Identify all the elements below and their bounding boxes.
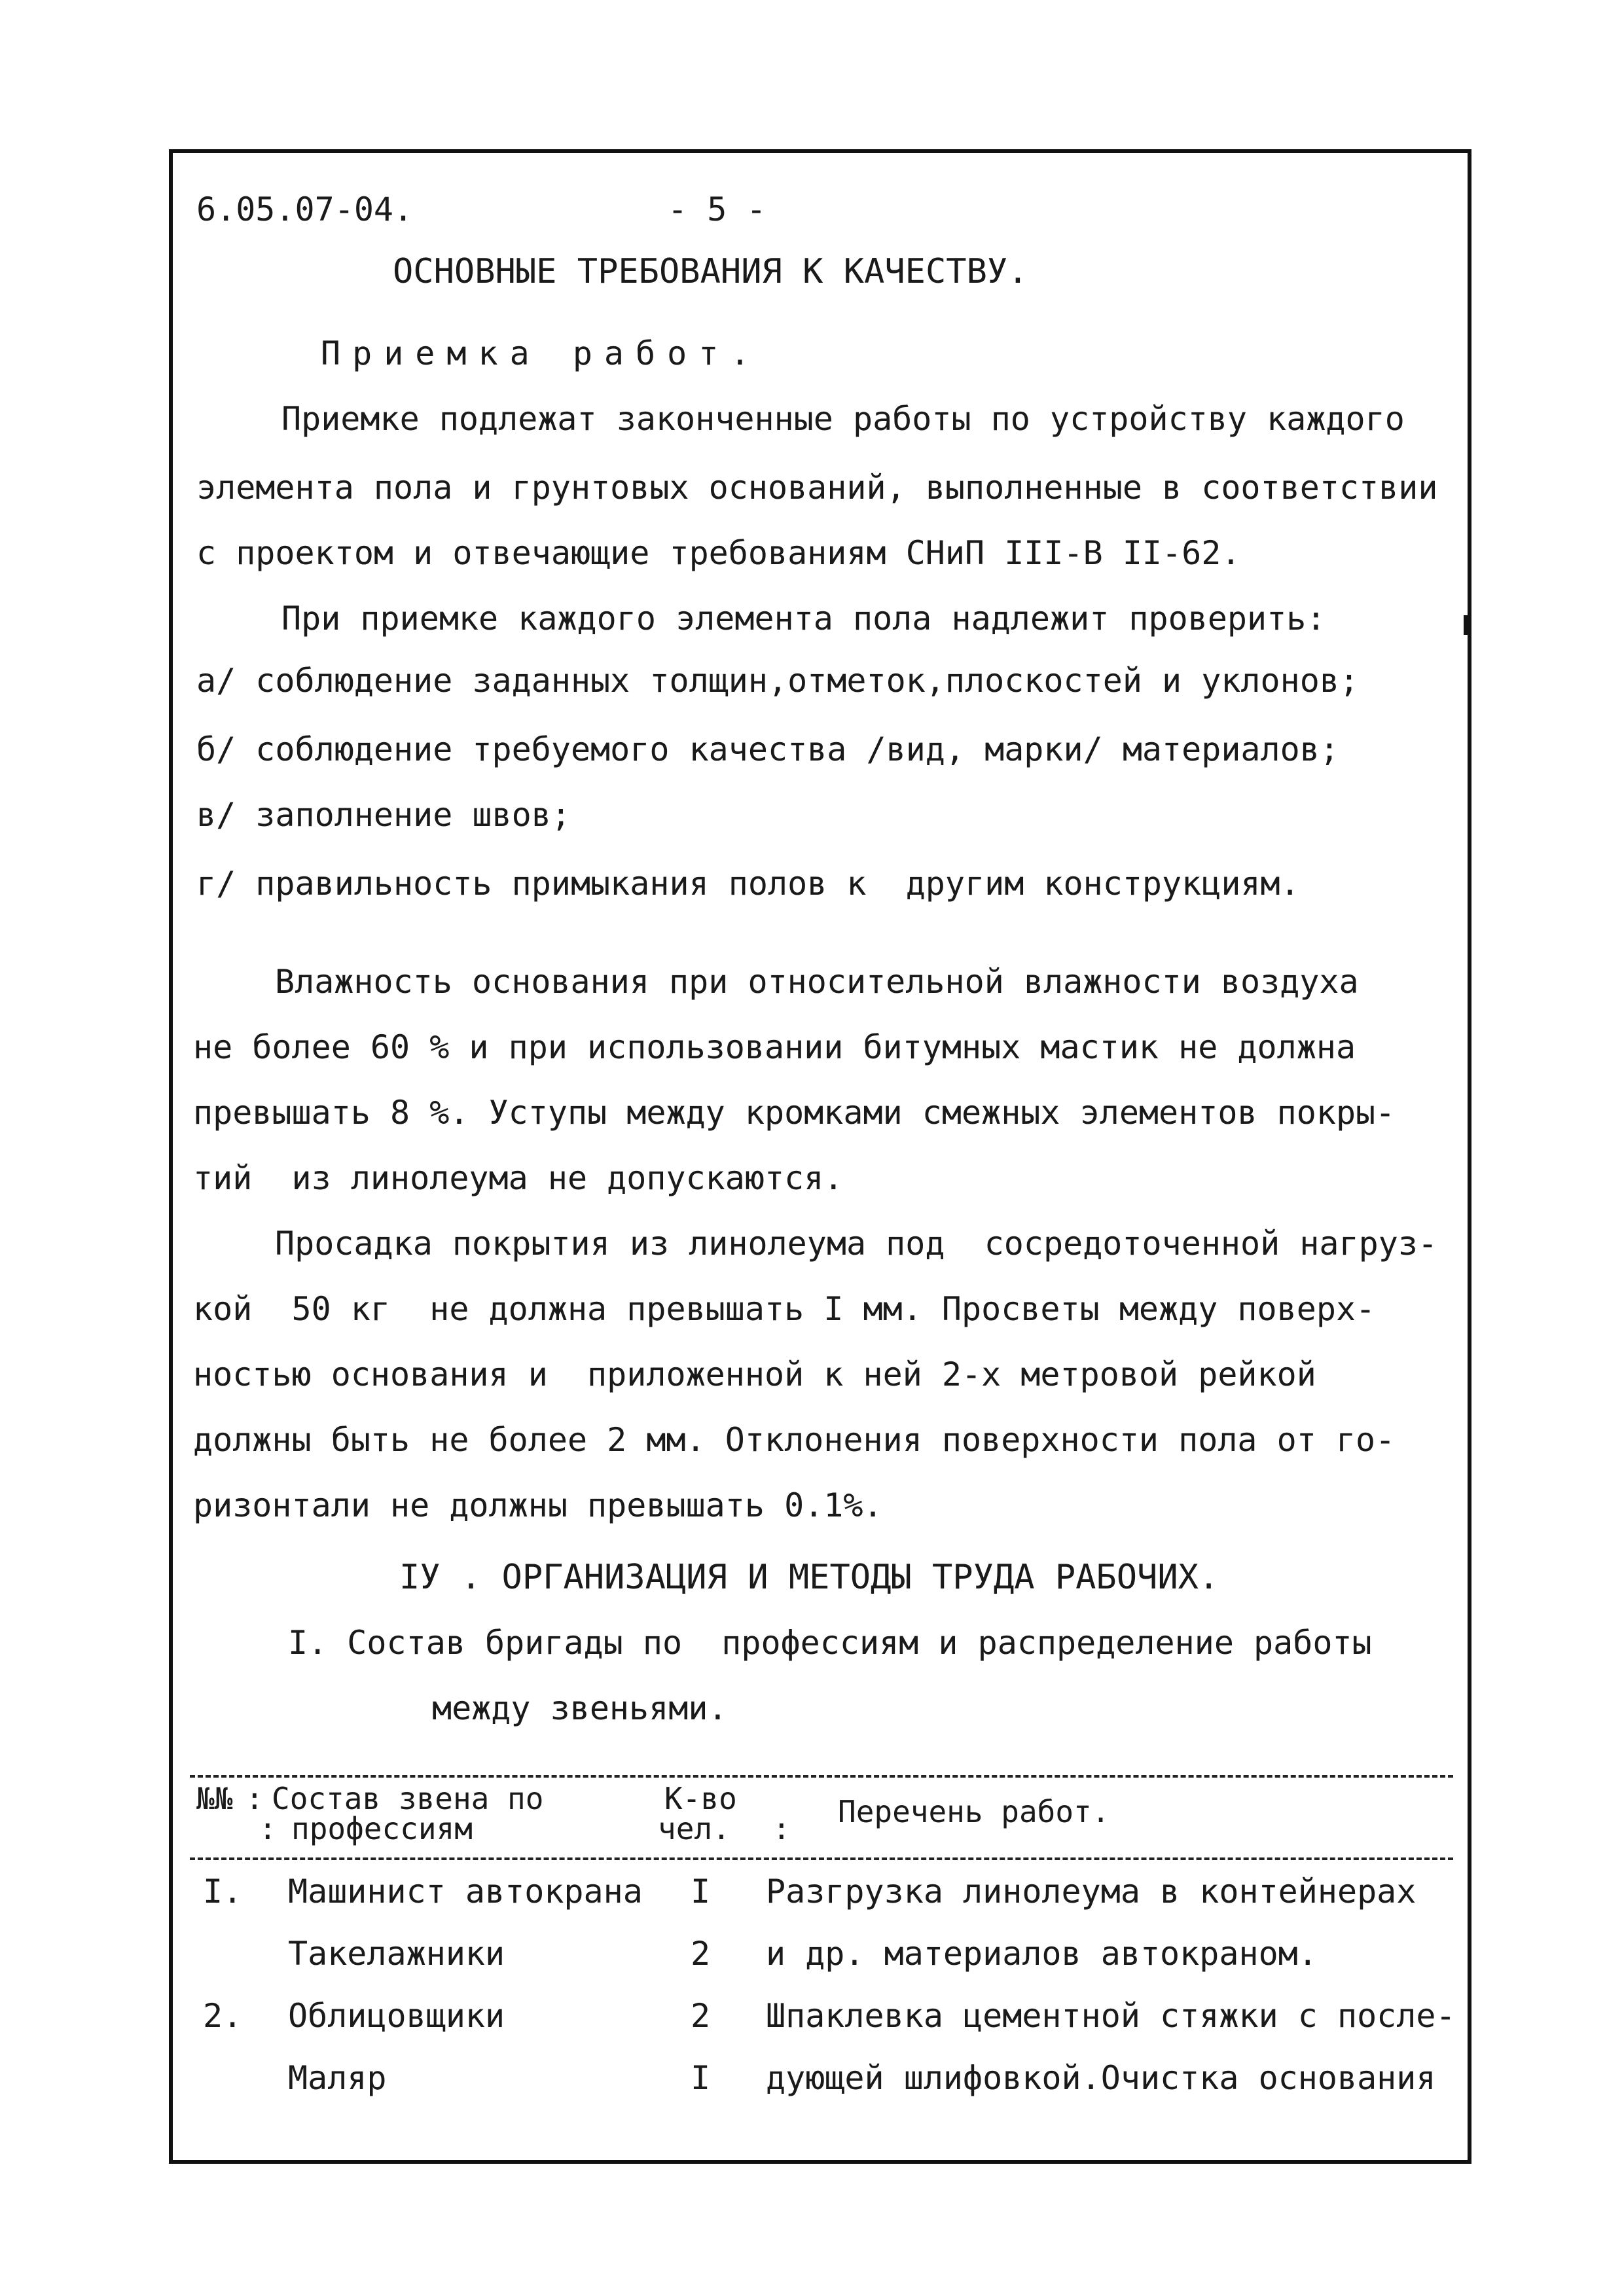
paragraph-line: Приемке подлежат законченные работы по устройству каждого [281,400,1405,438]
table-row-work: Шпаклевка цементной стяжки с после- [766,1997,1456,2035]
header-count-2: чел. [658,1811,731,1846]
frame-mark [1464,615,1470,635]
table-row-count: 2 [691,1935,711,1973]
section-subtitle-acceptance: Приемка работ. [321,334,762,372]
table-row-profession: Такелажники [288,1935,505,1973]
table-row-work: и др. материалов автокраном. [766,1935,1318,1973]
header-works: Перечень работ. [838,1794,1110,1829]
paragraph-line: с проектом и отвечающие требованиям СНиП III-В II-62. [196,534,1241,572]
list-item-c: в/ заполнение швов; [196,796,571,834]
paragraph-line: Влажность основания при относительной влажности воздуха [275,963,1359,1001]
paragraph-line: не более 60 % и при использовании битумных мастик не должна [193,1028,1356,1066]
table-row-profession: Машинист автокрана [288,1873,643,1910]
table-top-rule [190,1775,1453,1778]
table-row-profession: Облицовщики [288,1997,505,2035]
list-item-b: б/ соблюдение требуемого качества /вид, марки/ материалов; [196,730,1339,768]
paragraph-line: превышать 8 %. Уступы между кромками смежных элементов покры- [193,1094,1396,1132]
list-item-a: а/ соблюдение заданных толщин,отметок,плоскостей и уклонов; [196,662,1360,700]
header-composition-2: профессиям [291,1811,473,1846]
paragraph-line: кой 50 кг не должна превышать I мм. Просветы между поверх- [193,1290,1376,1328]
paragraph-line: При приемке каждого элемента пола надлежит проверить: [281,600,1326,637]
page-number: - 5 - [668,190,767,228]
paragraph-line: должны быть не более 2 мм. Отклонения поверхности пола от го- [193,1421,1396,1459]
doc-code: 6.05.07-04. [196,190,414,228]
table-row-count: I [691,2059,711,2097]
table-row-work: дующей шлифовкой.Очистка основания [766,2059,1436,2097]
paragraph-line: ризонтали не должны превышать 0.1%. [193,1486,883,1524]
table-row-num: I. [203,1873,243,1910]
table-row-count: I [691,1873,711,1910]
section-subtitle-brigade: I. Состав бригады по профессиям и распределение работы [288,1624,1372,1662]
section-title-organization: IУ . ОРГАНИЗАЦИЯ И МЕТОДЫ ТРУДА РАБОЧИХ. [399,1558,1219,1597]
page-frame [169,149,1471,2164]
paragraph-line: ностью основания и приложенной к ней 2-х метровой рейкой [193,1355,1316,1393]
header-sep: : [772,1811,791,1846]
header-num: №№ [196,1781,233,1816]
section-title-quality: ОСНОВНЫЕ ТРЕБОВАНИЯ К КАЧЕСТВУ. [393,252,1028,291]
table-row-num: 2. [203,1997,243,2035]
paragraph-line: Просадка покрытия из линолеума под сосредоточенной нагруз- [275,1225,1438,1263]
header-sep: : [245,1781,264,1816]
header-composition: Состав звена по [272,1781,544,1816]
paragraph-line: тий из линолеума не допускаются. [193,1159,844,1197]
table-row-profession: Маляр [288,2059,387,2097]
section-subtitle-brigade-cont: между звеньями. [432,1689,728,1727]
header-sep: : [259,1811,277,1846]
table-row-work: Разгрузка линолеума в контейнерах [766,1873,1416,1910]
list-item-d: г/ правильность примыкания полов к другим конструкциям. [196,865,1300,903]
table-row-count: 2 [691,1997,711,2035]
header-count: К-во [664,1781,737,1816]
table-header-rule [190,1857,1453,1860]
paragraph-line: элемента пола и грунтовых оснований, выполненные в соответствии [196,469,1438,507]
